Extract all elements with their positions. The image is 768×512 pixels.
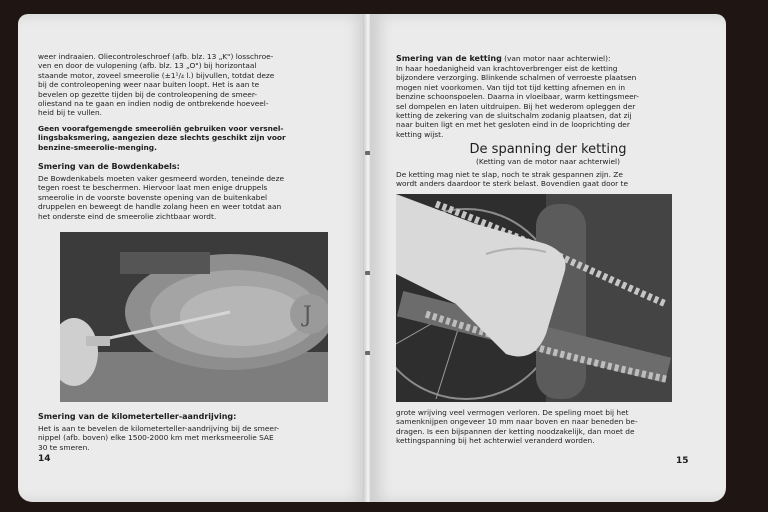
- tension-subtitle: (Ketting van de motor naar achterwiel): [475, 157, 620, 166]
- text-line: staande motor, zoveel smeerolie (±1¹/₄ l.) bijvullen, totdat deze: [38, 70, 275, 80]
- text-line: kettingspanning bij het achterwiel veranderd worden.: [396, 436, 595, 446]
- text-line: nippel (afb. boven) elke 1500-2000 km met merksmeerolie SAE: [38, 433, 274, 443]
- text-line: bevelen op gezette tijden bij de controleopening de smeer-: [38, 89, 258, 99]
- text-line: grote wrijving veel vermogen verloren. De speling moet bij het: [396, 408, 629, 417]
- tension-title: De spanning der ketting: [469, 142, 627, 157]
- text-line: ketting wijst.: [396, 129, 444, 139]
- text-line: naar buiten ligt en met het gesloten eind in de looprichting der: [396, 120, 630, 130]
- page-number-right: 15: [676, 456, 689, 466]
- chain-heading-line: [396, 54, 700, 63]
- text-line: druppelen en beweegt de handle zolang heen en weer totdat aan: [38, 202, 282, 212]
- text-line: weer indraaien. Oliecontroleschroef (afb. blz. 13 „K") losschroe-: [38, 52, 274, 61]
- text-line: In haar hoedanigheid van krachtoverbrenger eist de ketting: [396, 64, 618, 73]
- text-line: lingsbaksmering, aangezien deze slechts geschikt zijn voor: [38, 133, 286, 143]
- text-line: wordt anders daardoor te sterk belast. Bovendien gaat door te: [396, 179, 628, 189]
- page-number-left: 14: [38, 454, 51, 464]
- text-line: ven en door de vulopening (afb. blz. 13 „O") bij horizontaal: [38, 61, 257, 71]
- km-paragraph: [38, 424, 338, 452]
- text-line: sel dompelen en laten uitdruipen. Bij het wederom opleggen der: [396, 101, 636, 111]
- text-line: 30 te smeren.: [38, 442, 90, 452]
- warning-paragraph: [38, 124, 338, 152]
- chain-tension-photo: [396, 194, 672, 402]
- engine-oiling-photo: [60, 232, 328, 402]
- text-line: bij de controleopening weer naar buiten loopt. Het is aan te: [38, 80, 260, 90]
- tension-paragraph: [396, 170, 700, 189]
- chain-heading: Smering van de ketting: [396, 54, 502, 63]
- text-line: De Bowdenkabels moeten vaker gesmeerd worden, teneinde deze: [38, 174, 285, 183]
- text-line: het onderste eind de smeerolie zichtbaar wordt.: [38, 211, 217, 221]
- text-line: De ketting mag niet te slap, noch te strak gespannen zijn. Ze: [396, 170, 623, 179]
- text-line: mogen niet voorkomen. Van tijd tot tijd ketting afnemen en in: [396, 82, 626, 92]
- text-line: ketting de zekering van de sluitschalm zodanig plaatsen, dat zij: [396, 111, 632, 121]
- text-line: samenknijpen ongeveer 10 mm naar boven en naar beneden be-: [396, 417, 638, 427]
- intro-paragraph: [38, 52, 338, 118]
- left-page: [18, 14, 368, 502]
- text-line: benzine schoonspoelen. Daarna in vloeibaar, warm kettingsmeer-: [396, 92, 639, 102]
- text-line: bijzondere verzorging. Blinkende schalmen of verroeste plaatsen: [396, 73, 637, 83]
- text-line: tegen roest te beschermen. Hiervoor laat men enige druppels: [38, 183, 268, 193]
- chain-heading-rest: (van motor naar achterwiel):: [501, 54, 611, 63]
- text-line: smeerolie in de voorste bovenste opening van de buitenkabel: [38, 192, 268, 202]
- text-line: Geen voorafgemengde smeeroliën gebruiken voor versnel-: [38, 124, 284, 133]
- after-photo-paragraph: [396, 408, 700, 446]
- text-line: benzine-smeerolie-menging.: [38, 142, 157, 152]
- chain-paragraph: [396, 64, 700, 139]
- open-booklet: [8, 6, 760, 506]
- bowden-paragraph: [38, 174, 338, 221]
- text-line: heid bij te vullen.: [38, 108, 103, 118]
- right-page: [370, 14, 726, 502]
- bowden-heading: Smering van de Bowdenkabels:: [38, 162, 180, 171]
- text-line: Het is aan te bevelen de kilometerteller-aandrijving bij de smeer-: [38, 424, 280, 433]
- text-line: oliestand na te gaan en indien nodig de ontbrekende hoeveel-: [38, 99, 269, 109]
- text-line: dragen. Is een bijspannen der ketting noodzakelijk, dan moet de: [396, 426, 635, 436]
- km-heading: Smering van de kilometerteller-aandrijving:: [38, 412, 237, 421]
- svg-text:J: J: [303, 303, 312, 328]
